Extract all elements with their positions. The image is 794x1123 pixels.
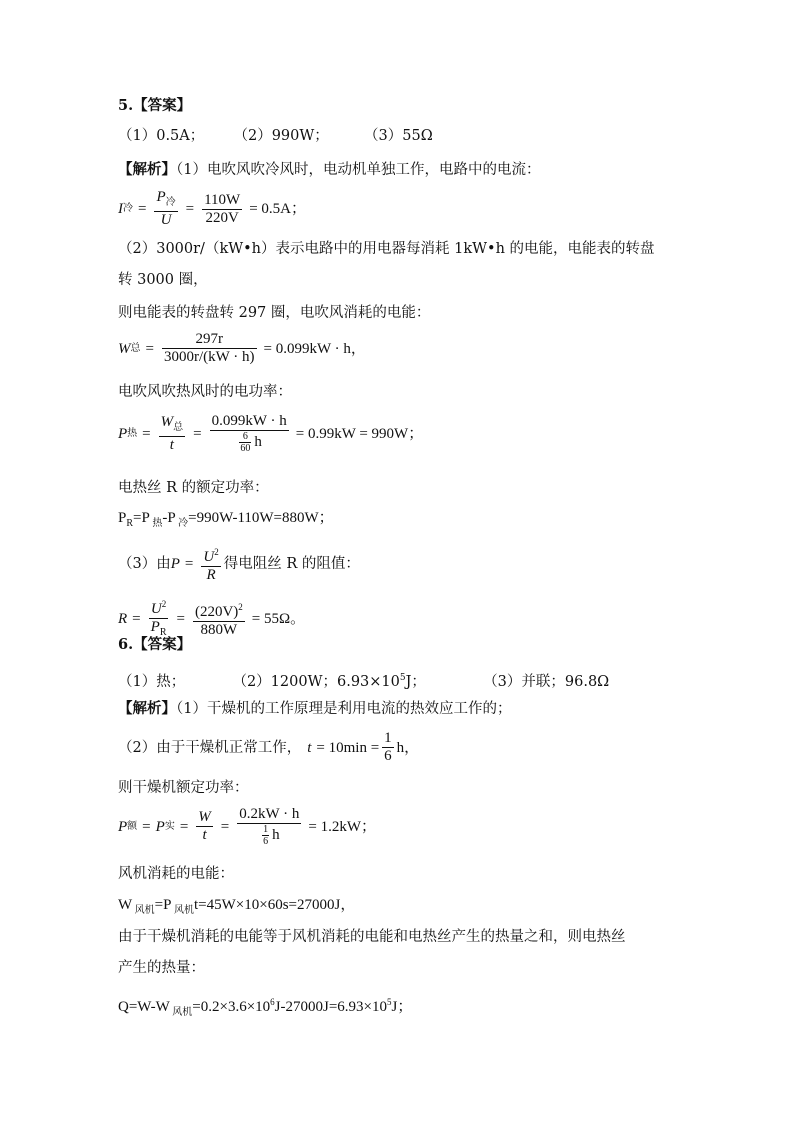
q6-answer-3: （3）并联；96.8Ω (483, 674, 610, 690)
q5-equation-current: I 冷 = $\frac{P_冷}{U}$ = $\frac{110W}{220V}$ = 0.5A； (118, 189, 307, 228)
q5-answers (118, 126, 433, 146)
q5-analysis-line-2: （2）3000r/（kW•h）表示电路中的用电器每消耗 1kW•h 的电能，电能表的转盘 (118, 241, 655, 257)
q6-analysis-line-2: （2）由于干燥机正常工作， t = 10min = $\frac{1}{6}$ h， (118, 730, 420, 764)
q5-analysis-label: 【解析】 (118, 161, 176, 178)
q6-analysis-label: 【解析】 (118, 700, 176, 717)
q6-equation-rated-power: P 额 = P 实 = $\frac{W}{t}$ = 0.2kW · h $\frac{1}{6}$ h = 1.2kW； (118, 806, 377, 847)
q5-resistor-power: $P_R=P$ $_热$-P $_冷$=990W-110W=880W； (118, 510, 334, 529)
q6-fan-energy: W $_{风机}$=P $_{风机}$t=45W×10×60s=27000J， (118, 897, 356, 916)
q6-analysis-line-4: 风机消耗的电能： (118, 866, 234, 882)
q5-analysis-line-6: 电热丝 R 的额定功率： (118, 480, 269, 496)
q6-answers (118, 668, 609, 692)
q6-heading: 6.【答案】 (118, 636, 192, 653)
q5-equation-resistance: R = $\frac{U^2}{P_R}$ = $\frac{(220V)^2}{880W}$ = 55Ω。 (118, 596, 305, 641)
q5-equation-energy: W 总 = $\frac{297r}{3000r/(kW \cdot h)}$ = 0.099kW · h， (118, 331, 366, 365)
q5-heading: 5.【答案】 (118, 97, 192, 114)
q6-analysis-line-1: 【解析】（1）干燥机的工作原理是利用电流的热效应工作的； (118, 700, 512, 717)
q6-heat-energy: Q=W-W $_{风机}=0.2\times 3.6\times 10^6J-27000J=6.93\times 10^5J$； (118, 997, 413, 1018)
q5-analysis-line-4: 则电能表的转盘转 297 圈，电吹风消耗的电能： (118, 305, 431, 321)
q5-answer-3: （3）55Ω (364, 128, 433, 144)
q5-analysis-line-3: 转 3000 圈， (118, 272, 208, 288)
q5-answer-2: （2）990W； (233, 128, 329, 144)
q6-answer-1: （1）热； (118, 674, 186, 690)
q6-analysis-line-7: 产生的热量： (118, 960, 205, 976)
q5-analysis-line-8: （3）由 P = $\frac{U^2}{R}$ 得电阻丝 R 的阻值： (118, 544, 360, 584)
q5-answer-1: （1）0.5A； (118, 128, 205, 144)
q5-analysis-line-1: 【解析】（1）电吹风吹冷风时，电动机单独工作，电路中的电流： (118, 161, 541, 178)
q5-equation-hot-power: P 热 = $\frac{W_总}{t}$ = 0.099kW · h $\frac{6}{60}$ h = 0.99kW = 990W； (118, 413, 424, 454)
q6-answer-2: （2）1200W；$6.93\times 10^5J$； (232, 673, 426, 690)
q5-analysis-line-5: 电吹风吹热风时的电功率： (118, 384, 292, 400)
q6-analysis-line-3: 则干燥机额定功率： (118, 780, 249, 796)
q6-analysis-line-6: 由于干燥机消耗的电能等于风机消耗的电能和电热丝产生的热量之和，则电热丝 (118, 929, 626, 945)
